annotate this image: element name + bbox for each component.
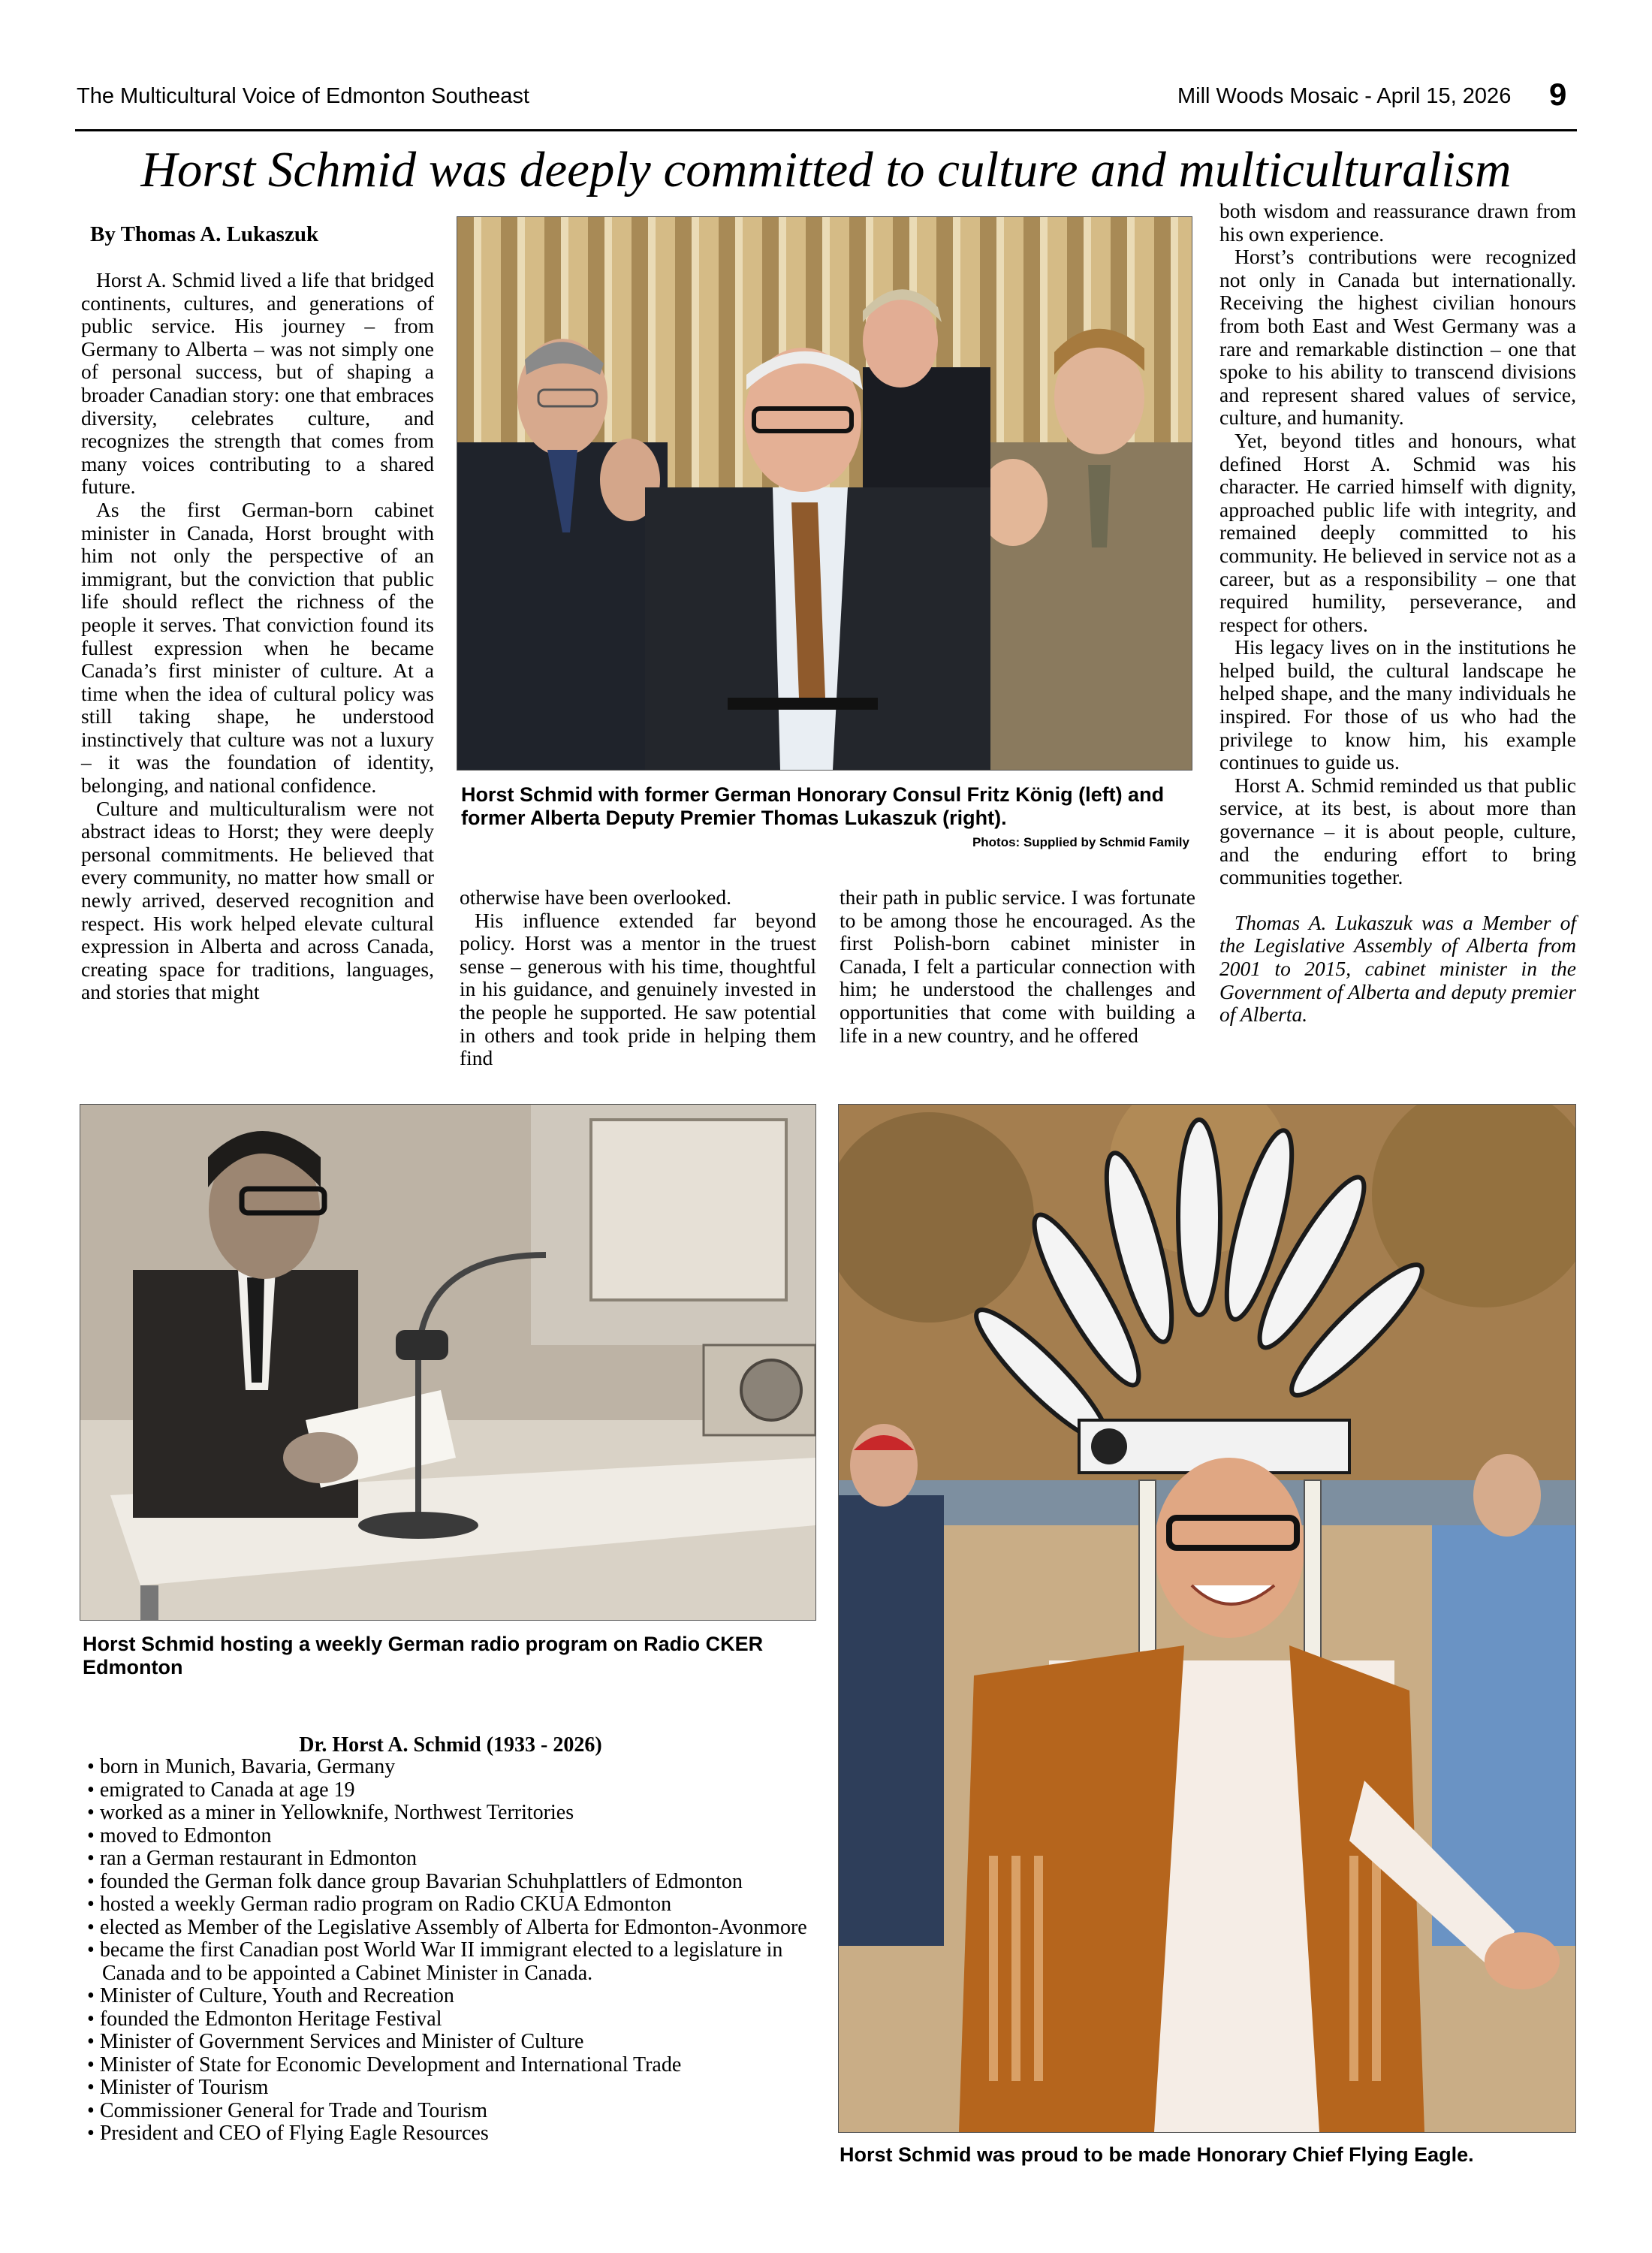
- author-note: Thomas A. Lukaszuk was a Member of the Legislative Assembly of Alberta from 2001 to 2015, cabinet minister in the Government of Alberta and deputy premier of Alberta.: [1219, 910, 1576, 1027]
- page-number: 9: [1549, 77, 1567, 112]
- paragraph: Horst A. Schmid reminded us that public service, at its best, is about more than governance – it is about people, culture, and the enduring effort to bring communities together.: [1219, 773, 1576, 889]
- radio-photo-caption: Horst Schmid hosting a weekly German radio program on Radio CKER Edmonton: [83, 1633, 764, 1678]
- chief-photo-caption: Horst Schmid was proud to be made Honorary Chief Flying Eagle.: [840, 2143, 1474, 2166]
- photo-radio-program: [80, 1104, 816, 1621]
- photo-honorary-chief: [838, 1104, 1576, 2133]
- bio-item: • Commissioner General for Trade and Tourism: [87, 2100, 819, 2123]
- bio-item: • Minister of Culture, Youth and Recreation: [87, 1985, 819, 2008]
- bio-item: • emigrated to Canada at age 19: [87, 1779, 819, 1802]
- bio-list: [87, 1756, 819, 2146]
- article-column-3: [840, 886, 1195, 1047]
- paragraph: their path in public service. I was fortunate to be among those he encouraged. As the first Polish-born cabinet minister in Canada, I felt a particular connection with him; he understood the challenges and opportunities that come with building a life in a new country, and he offered: [840, 885, 1195, 1047]
- bio-item: • President and CEO of Flying Eagle Resources: [87, 2122, 819, 2146]
- article-headline: Horst Schmid was deeply committed to culture and multiculturalism: [140, 142, 1512, 198]
- top-photo-caption: Horst Schmid with former German Honorary Consul Fritz König (left) and former Alberta Deputy Premier Thomas Lukaszuk (right).: [461, 783, 1165, 829]
- photo-image: [80, 1105, 815, 1620]
- paragraph: Culture and multiculturalism were not abstract ideas to Horst; they were deeply personal commitments. He believed that every community, no matter how small or newly arrived, deserved recognition and respect. His work helped elevate cultural expression in Alberta and across Canada, creating space for traditions, languages, and stories that might: [81, 796, 434, 1004]
- bio-item: • Minister of Tourism: [87, 2077, 819, 2100]
- header-rule: [75, 129, 1577, 131]
- article-column-4: [1219, 200, 1576, 1027]
- bio-title: Dr. Horst A. Schmid (1933 - 2026): [299, 1733, 602, 1757]
- bio-item: • worked as a miner in Yellowknife, Northwest Territories: [87, 1802, 819, 1825]
- paragraph: Yet, beyond titles and honours, what defined Horst A. Schmid was his character. He carried himself with dignity, approached public life with integrity, and remained deeply committed to his community. He believed in service not as a career, but as a responsibility – one that required humility, perseverance, and respect for others.: [1219, 428, 1576, 636]
- bio-item: • elected as Member of the Legislative Assembly of Alberta for Edmonton-Avonmore: [87, 1917, 819, 1940]
- paragraph: Horst A. Schmid lived a life that bridged continents, cultures, and generations of public service. His journey – from Germany to Alberta – was not simply one of personal success, but of shaping a broader Canadian story: one that embraces diversity, celebrates culture, and recognizes the strength that comes from many voices contributing to a shared future.: [81, 268, 434, 499]
- bio-item: • Minister of Government Services and Minister of Culture: [87, 2031, 819, 2054]
- section-tagline: The Multicultural Voice of Edmonton Southeast: [77, 84, 529, 108]
- photo-image: [839, 1105, 1575, 2132]
- paragraph: His legacy lives on in the institutions he helped build, the cultural landscape he helped shape, and the many individuals he inspired. For those of us who had the privilege to know him, his example continues to guide us.: [1219, 635, 1576, 774]
- paragraph: otherwise have been overlooked.: [460, 885, 731, 909]
- photo-schmid-koenig-lukaszuk: [457, 216, 1192, 771]
- paragraph: Horst’s contributions were recognized not only in Canada but internationally. Receiving the highest civilian honours from both East and West Germany was a rare and remarkable distinction – one that spoke to his ability to transcend divisions and represent shared values of service, culture, and humanity.: [1219, 245, 1576, 430]
- bio-item: • founded the Edmonton Heritage Festival: [87, 2008, 819, 2031]
- byline: By Thomas A. Lukaszuk: [90, 222, 319, 246]
- paragraph: As the first German-born cabinet minister in Canada, Horst brought with him not only the perspective of an immigrant, but the conviction that public life should reflect the richness of the people it serves. That conviction found its fullest expression when he became Canada’s first minister of culture. At a time when the idea of cultural policy was still taking shape, he understood instinctively that culture was not a luxury – it was the foundation of identity, belonging, and national confidence.: [81, 497, 434, 798]
- bio-item: • Minister of State for Economic Development and International Trade: [87, 2054, 819, 2077]
- photo-credit: Photos: Supplied by Schmid Family: [972, 835, 1189, 849]
- publication-date: Mill Woods Mosaic - April 15, 2026: [1177, 84, 1512, 108]
- bio-item: • ran a German restaurant in Edmonton: [87, 1847, 819, 1871]
- paragraph: His influence extended far beyond policy. Horst was a mentor in the truest sense – generous with his time, thoughtful in his guidance, and genuinely invested in the people he supported. He saw potential in others and took pride in helping them find: [460, 908, 816, 1070]
- bio-item: • moved to Edmonton: [87, 1825, 819, 1848]
- bio-item: • founded the German folk dance group Bavarian Schuhplattlers of Edmonton: [87, 1871, 819, 1894]
- bio-item: • became the first Canadian post World War II immigrant elected to a legislature in Canada and to be appointed a Cabinet Minister in Canada.: [87, 1939, 819, 1985]
- article-column-1: [81, 269, 434, 1004]
- paragraph: both wisdom and reassurance drawn from his own experience.: [1219, 199, 1576, 246]
- article-column-2: [460, 886, 816, 1070]
- bio-item: • hosted a weekly German radio program on Radio CKUA Edmonton: [87, 1893, 819, 1917]
- photo-image: [457, 217, 1192, 770]
- bio-item: • born in Munich, Bavaria, Germany: [87, 1756, 819, 1779]
